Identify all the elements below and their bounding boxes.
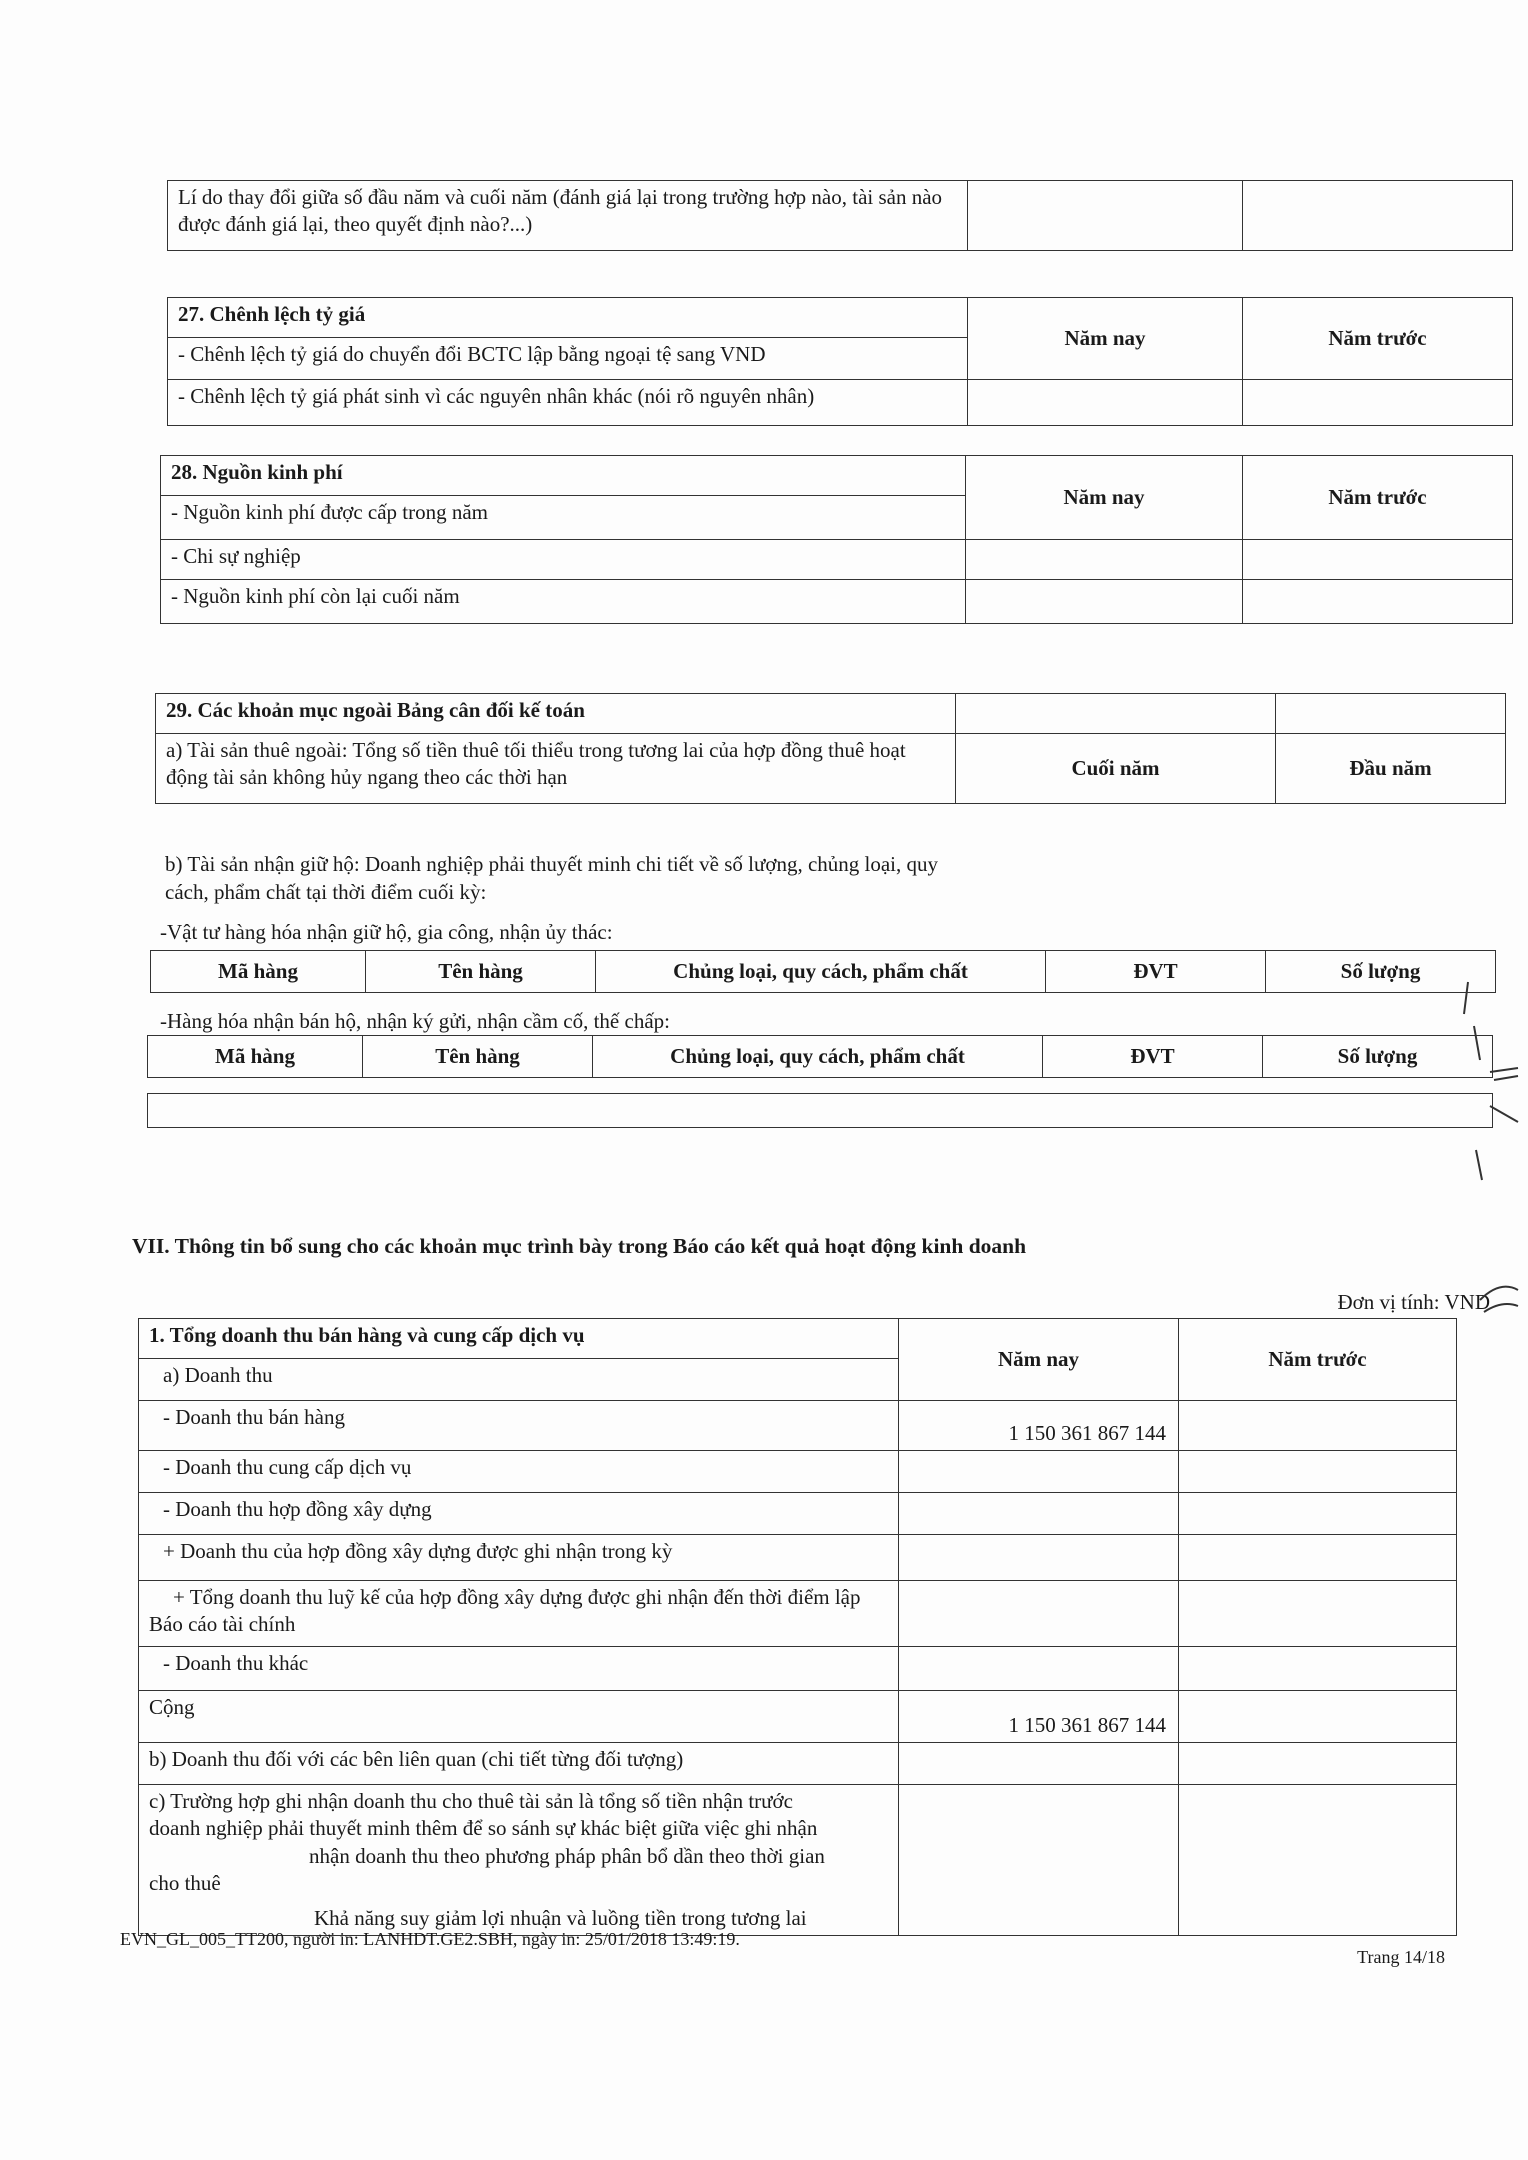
s27-col-prior: Năm trước [1243,298,1513,380]
s28-row-3-prior [1243,580,1513,624]
goods2-col-unit: ĐVT [1043,1036,1263,1078]
footer-page-number: Trang 14/18 [1357,1947,1445,1967]
s27-row-2: - Chênh lệch tỷ giá phát sinh vì các nguyên nhân khác (nói rõ nguyên nhân) [168,380,968,426]
goods-table-2 [147,1035,1492,1128]
s28-row-2-current [966,540,1243,580]
rev-col-prior: Năm trước [1179,1319,1457,1401]
goods2-spacer [148,1078,1493,1094]
goods-label-2: -Hàng hóa nhận bán hộ, nhận ký gửi, nhận cầm cố, thế chấp: [160,1009,670,1033]
rev-row-c-line-1: c) Trường hợp ghi nhận doanh thu cho thuê tài sản là tổng số tiền nhận trước [149,1789,793,1813]
s28-row-1: - Nguồn kinh phí được cấp trong năm [161,496,966,540]
s29-col-begin: Đầu năm [1276,734,1506,804]
rev-row-label: b) Doanh thu đối với các bên liên quan (chi tiết từng đối tượng) [139,1743,899,1785]
s29-title-begin [1276,694,1506,734]
goods2-col-code: Mã hàng [148,1036,363,1078]
goods2-empty-row [148,1094,1493,1128]
goods-label-1: -Vật tư hàng hóa nhận giữ hộ, gia công, nhận ủy thác: [160,920,613,944]
goods1-col-qty: Số lượng [1266,951,1496,993]
goods2-col-name: Tên hàng [363,1036,593,1078]
s27-row-1: - Chênh lệch tỷ giá do chuyển đổi BCTC lập bằng ngoại tệ sang VND [168,338,968,380]
s28-col-current: Năm nay [966,456,1243,540]
rev-col-current: Năm nay [899,1319,1179,1401]
s29-title: 29. Các khoản mục ngoài Bảng cân đối kế toán [156,694,956,734]
rev-row-current [899,1493,1179,1535]
rev-row-c-line-5: Khả năng suy giảm lợi nhuận và luồng tiền trong tương lai [314,1906,807,1931]
rev-row-prior [1179,1401,1457,1451]
revenue-table [138,1318,1456,1936]
rev-row-prior [1179,1691,1457,1743]
s29-title-end [956,694,1276,734]
goods1-col-spec: Chủng loại, quy cách, phẩm chất [596,951,1046,993]
goods1-col-name: Tên hàng [366,951,596,993]
rev-row-current [899,1535,1179,1581]
footer-print-info: EVN_GL_005_TT200, người in: LANHDT.GE2.SBH, ngày in: 25/01/2018 13:49:19. [120,1929,740,1949]
reason-prior [1243,181,1513,251]
goods2-col-spec: Chủng loại, quy cách, phẩm chất [593,1036,1043,1078]
s28-row-3: - Nguồn kinh phí còn lại cuối năm [161,580,966,624]
rev-row-label: + Tổng doanh thu luỹ kế của hợp đồng xây dựng được ghi nhận đến thời điểm lập Báo cáo tài chính [139,1581,899,1647]
goods2-col-qty: Số lượng [1263,1036,1493,1078]
seal-fragment-icon [1460,980,1520,1330]
rev-row-current [899,1743,1179,1785]
s27-col-current: Năm nay [968,298,1243,380]
goods-table-1 [150,950,1495,993]
reason-table [167,180,1512,251]
rev-row-prior [1179,1743,1457,1785]
s28-row-2: - Chi sự nghiệp [161,540,966,580]
s28-title: 28. Nguồn kinh phí [161,456,966,496]
rev-row-label: - Doanh thu cung cấp dịch vụ [139,1451,899,1493]
rev-row-label: - Doanh thu hợp đồng xây dựng [139,1493,899,1535]
rev-row-current: 1 150 361 867 144 [899,1401,1179,1451]
rev-row-c-current [899,1785,1179,1936]
s29-para-b: b) Tài sản nhận giữ hộ: Doanh nghiệp phải thuyết minh chi tiết về số lượng, chủng loại, quy cách, phẩm chất tại thời điểm cuối kỳ: [165,852,939,905]
s28-col-prior: Năm trước [1243,456,1513,540]
rev-row-c-line-4: cho thuê [149,1870,221,1895]
s27-row-2-current [968,380,1243,426]
section-vii-heading: VII. Thông tin bổ sung cho các khoản mục trình bày trong Báo cáo kết quả hoạt động kinh doanh [132,1234,1027,1258]
s28-row-3-current [966,580,1243,624]
s28-row-2-prior [1243,540,1513,580]
rev-row-current [899,1581,1179,1647]
rev-row-label: - Doanh thu bán hàng [139,1401,899,1451]
rev-row-prior [1179,1581,1457,1647]
rev-row-c-line-3: nhận doanh thu theo phương pháp phân bổ dần theo thời gian [309,1843,825,1868]
reason-current [968,181,1243,251]
reason-text: Lí do thay đổi giữa số đầu năm và cuối năm (đánh giá lại trong trường hợp nào, tài sản nào được đánh giá lại, theo quyết định nào?...) [168,181,968,251]
rev-row-current [899,1647,1179,1691]
s27-title: 27. Chênh lệch tỷ giá [168,298,968,338]
rev-row-c [139,1785,899,1936]
rev-row-current [899,1451,1179,1493]
rev-row-c-prior [1179,1785,1457,1936]
rev-row-prior [1179,1451,1457,1493]
funding-table [160,455,1512,624]
rev-row-c-line-2: doanh nghiệp phải thuyết minh thêm để so sánh sự khác biệt giữa việc ghi nhận [149,1816,818,1841]
s27-row-2-prior [1243,380,1513,426]
rev-title: 1. Tổng doanh thu bán hàng và cung cấp dịch vụ [139,1319,899,1359]
rev-row-prior [1179,1535,1457,1581]
s29-row-a: a) Tài sản thuê ngoài: Tổng số tiền thuê tối thiểu trong tương lai của hợp đồng thuê hoạt động tài sản không hủy ngang theo các thời hạn [156,734,956,804]
goods1-col-code: Mã hàng [151,951,366,993]
off-balance-table [155,693,1505,804]
rev-row-prior [1179,1647,1457,1691]
rev-row-label: - Doanh thu khác [139,1647,899,1691]
exchange-rate-table [167,297,1512,426]
rev-row-prior [1179,1493,1457,1535]
rev-row-label: + Doanh thu của hợp đồng xây dựng được ghi nhận trong kỳ [139,1535,899,1581]
goods1-col-unit: ĐVT [1046,951,1266,993]
rev-row-label: Cộng [139,1691,899,1743]
rev-row-label: a) Doanh thu [139,1359,899,1401]
s29-col-end: Cuối năm [956,734,1276,804]
unit-label: Đơn vị tính: VND [1337,1290,1490,1314]
rev-row-current: 1 150 361 867 144 [899,1691,1179,1743]
